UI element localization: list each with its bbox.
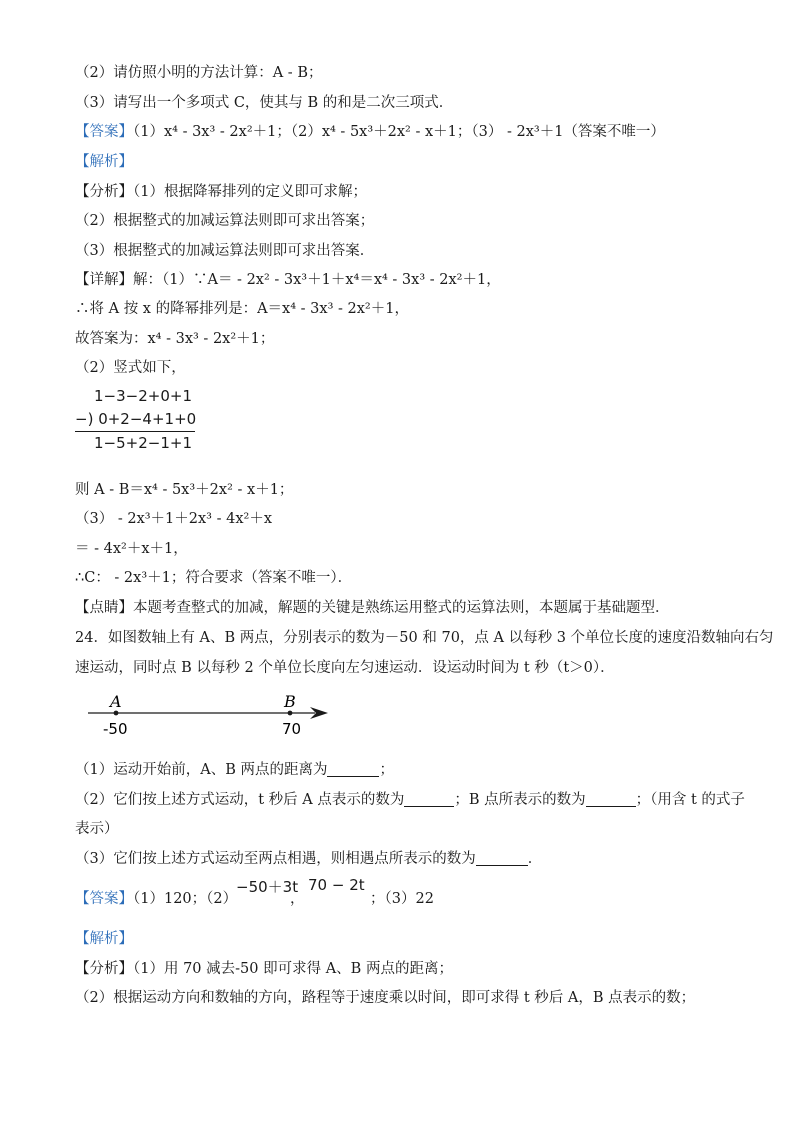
q24-part3: （3）它们按上述方式运动至两点相遇，则相遇点所表示的数为 ． [75, 851, 543, 867]
q23-part2: （2）请仿照小明的方法计算：A - B； [75, 65, 323, 81]
q23-line-p3c: ∴C： - 2x³＋1；符合要求（答案不唯一）． [75, 570, 353, 586]
q23-line-result: 则 A - B＝x⁴ - 5x³＋2x² - x＋1； [75, 482, 294, 498]
q23-line-p3b: ＝ - 4x²＋x＋1， [75, 541, 188, 557]
answer-comma: ， [290, 891, 305, 907]
q24-part2: （2）它们按上述方式运动，t 秒后 A 点表示的数为 ；B 点所表示的数为 ；（用含 t 的式子 [75, 792, 745, 808]
q23-line-p3a: （3） - 2x³＋1＋2x³ - 4x²＋x [75, 511, 273, 527]
q23-answer [75, 122, 665, 142]
q24-answer: 【答案】（1）120；（2） [75, 891, 238, 907]
answer-blank-1 [327, 762, 379, 777]
answer-tag: 【答案】 [75, 124, 133, 140]
q24-stem1: 24．如图数轴上有 A、B 两点，分别表示的数为－50 和 70，点 A 以每秒 3 个单位长度的速度沿数轴向右匀 [75, 630, 774, 646]
q23-fenxi2: （2）根据整式的加减运算法则即可求出答案； [75, 213, 375, 229]
answer-blank-2 [404, 792, 454, 807]
jiexi-tag-2: 【解析】 [75, 931, 133, 947]
answer-part3: ；（3）22 [370, 891, 434, 907]
vertical-row2: −) 0+2−4+1+0 [75, 410, 197, 428]
point-b-dot [288, 711, 293, 716]
q23-dianjing: 【点睛】本题考查整式的加减，解题的关键是熟练运用整式的运算法则，本题属于基础题型． [75, 600, 670, 616]
answer-blank-4 [476, 851, 528, 866]
answer-blank-3 [586, 792, 636, 807]
answer-text: （1）x⁴ - 3x³ - 2x²＋1；（2）x⁴ - 5x³＋2x² - x＋1；（3） - 2x³＋1（答案不唯一） [133, 124, 665, 140]
q23-part3: （3）请写出一个多项式 C，使其与 B 的和是二次三项式． [75, 95, 454, 111]
q24-fenxi2: （2）根据运动方向和数轴的方向，路程等于速度乘以时间，即可求得 t 秒后 A，B 点表示的数； [75, 990, 696, 1006]
point-b-value: 70 [282, 720, 302, 738]
point-a-value: -50 [103, 720, 128, 738]
answer-tag: 【答案】 [75, 891, 133, 907]
q23-line-ans1: 故答案为：x⁴ - 3x³ - 2x²＋1； [75, 331, 275, 347]
q23-xiangjie1: 【详解】解：（1）∵A＝ - 2x² - 3x³＋1＋x⁴＝x⁴ - 3x³ - 2x²＋1， [75, 272, 501, 288]
vertical-row1: 1−3−2+0+1 [94, 387, 192, 405]
q24-fenxi1: 【分析】（1）用 70 减去-50 即可求得 A、B 两点的距离； [75, 961, 453, 977]
q23-fenxi3: （3）根据整式的加减运算法则即可求出答案． [75, 243, 375, 259]
dianjing-tag: 【点睛】 [75, 600, 133, 616]
point-a-dot [114, 711, 119, 716]
q23-line-p2: （2）竖式如下， [75, 360, 186, 376]
point-a-label: A [110, 692, 122, 711]
q23-line-order: ∴将 A 按 x 的降幂排列是：A＝x⁴ - 3x³ - 2x²＋1， [75, 301, 409, 317]
q24-part2-cont: 表示） [75, 821, 119, 837]
number-line-figure [80, 690, 340, 740]
fenxi-tag: 【分析】 [75, 184, 133, 200]
answer-expr-b: 70 − 2t [308, 876, 365, 894]
vertical-row3: 1−5+2−1+1 [94, 434, 192, 452]
point-b-label: B [284, 692, 296, 711]
q24-part1: （1）运动开始前，A、B 两点的距离为 ； [75, 762, 394, 778]
q24-stem2: 速运动，同时点 B 以每秒 2 个单位长度向左匀速运动．设运动时间为 t 秒（t＞0）． [75, 660, 615, 676]
answer-expr-a: −50＋3t [236, 878, 299, 896]
jiexi-tag: 【解析】 [75, 154, 133, 170]
vertical-divider [75, 431, 195, 432]
fenxi-tag-2: 【分析】 [75, 961, 133, 977]
xiangjie-tag: 【详解】 [75, 272, 133, 288]
q23-fenxi1: 【分析】（1）根据降幂排列的定义即可求解； [75, 184, 367, 200]
